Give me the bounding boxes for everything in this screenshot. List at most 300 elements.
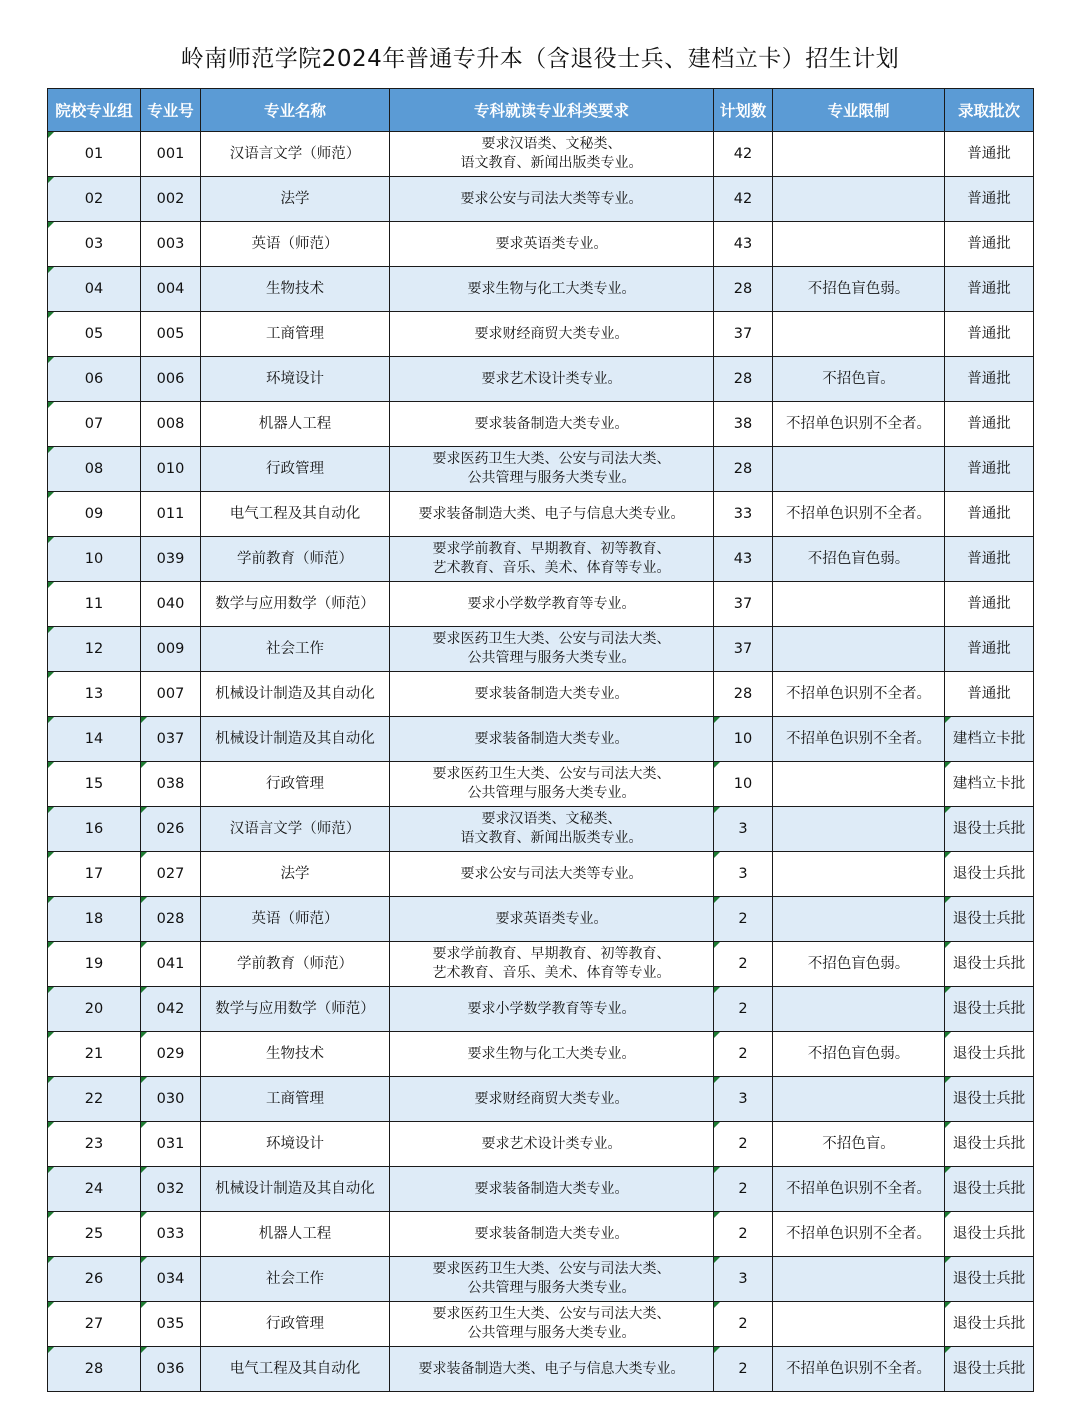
cell-plan: 43 bbox=[714, 222, 773, 267]
cell-code: 034 bbox=[141, 1257, 201, 1302]
cell-marker-icon bbox=[141, 987, 147, 993]
requirement-line: 要求生物与化工大类专业。 bbox=[467, 280, 636, 297]
cell-code: 031 bbox=[141, 1122, 201, 1167]
cell-name: 社会工作 bbox=[201, 627, 390, 672]
cell-plan: 3 bbox=[714, 852, 773, 897]
cell-marker-icon bbox=[714, 1212, 720, 1218]
cell-name: 社会工作 bbox=[201, 1257, 390, 1302]
cell-limit bbox=[773, 1257, 945, 1302]
table-row bbox=[48, 312, 1034, 357]
cell-requirement bbox=[390, 717, 714, 762]
cell-marker-icon bbox=[48, 807, 54, 813]
table-row bbox=[48, 1077, 1034, 1122]
cell-plan: 2 bbox=[714, 1032, 773, 1077]
table-row bbox=[48, 762, 1034, 807]
cell-plan: 3 bbox=[714, 1077, 773, 1122]
cell-code: 005 bbox=[141, 312, 201, 357]
cell-requirement bbox=[390, 492, 714, 537]
table-row bbox=[48, 402, 1034, 447]
cell-marker-icon bbox=[48, 537, 54, 543]
table-row bbox=[48, 132, 1034, 177]
cell-marker-icon bbox=[48, 1077, 54, 1083]
requirement-line: 公共管理与服务大类专业。 bbox=[467, 470, 636, 486]
cell-name: 电气工程及其自动化 bbox=[201, 1347, 390, 1392]
cell-batch: 普通批 bbox=[945, 672, 1034, 717]
cell-limit bbox=[773, 852, 945, 897]
cell-limit: 不招单色识别不全者。 bbox=[773, 717, 945, 762]
table-row bbox=[48, 1032, 1034, 1077]
cell-plan: 2 bbox=[714, 1122, 773, 1167]
cell-marker-icon bbox=[945, 717, 951, 723]
cell-requirement bbox=[390, 1032, 714, 1077]
cell-marker-icon bbox=[945, 852, 951, 858]
table-row bbox=[48, 807, 1034, 852]
requirement-line: 要求学前教育、早期教育、初等教育、 bbox=[432, 946, 671, 962]
cell-marker-icon bbox=[945, 1032, 951, 1038]
cell-limit bbox=[773, 762, 945, 807]
cell-marker-icon bbox=[48, 1032, 54, 1038]
requirement-line: 要求汉语类、文秘类、 bbox=[481, 136, 622, 152]
cell-group: 05 bbox=[48, 312, 141, 357]
cell-marker-icon bbox=[945, 762, 951, 768]
cell-marker-icon bbox=[48, 1302, 54, 1308]
cell-code: 002 bbox=[141, 177, 201, 222]
cell-code: 040 bbox=[141, 582, 201, 627]
cell-group: 04 bbox=[48, 267, 141, 312]
cell-code: 036 bbox=[141, 1347, 201, 1392]
cell-marker-icon bbox=[48, 222, 54, 228]
cell-limit bbox=[773, 897, 945, 942]
cell-marker-icon bbox=[945, 1302, 951, 1308]
cell-batch: 普通批 bbox=[945, 492, 1034, 537]
cell-marker-icon bbox=[945, 1347, 951, 1353]
cell-group: 21 bbox=[48, 1032, 141, 1077]
cell-batch: 建档立卡批 bbox=[945, 762, 1034, 807]
cell-name: 工商管理 bbox=[201, 312, 390, 357]
cell-marker-icon bbox=[714, 987, 720, 993]
header-requirement: 专科就读专业科类要求 bbox=[390, 89, 714, 132]
cell-group: 06 bbox=[48, 357, 141, 402]
cell-limit: 不招单色识别不全者。 bbox=[773, 1212, 945, 1257]
cell-limit: 不招单色识别不全者。 bbox=[773, 672, 945, 717]
cell-batch: 普通批 bbox=[945, 267, 1034, 312]
requirement-line: 要求小学数学教育等专业。 bbox=[467, 595, 636, 612]
cell-requirement bbox=[390, 1302, 714, 1347]
requirement-line: 要求装备制造大类、电子与信息大类专业。 bbox=[418, 1360, 685, 1377]
requirement-line: 要求财经商贸大类专业。 bbox=[474, 1090, 629, 1107]
cell-group: 23 bbox=[48, 1122, 141, 1167]
cell-requirement bbox=[390, 852, 714, 897]
cell-limit: 不招单色识别不全者。 bbox=[773, 1167, 945, 1212]
cell-batch: 退役士兵批 bbox=[945, 1122, 1034, 1167]
cell-group: 08 bbox=[48, 447, 141, 492]
cell-marker-icon bbox=[945, 1122, 951, 1128]
table-row bbox=[48, 267, 1034, 312]
cell-marker-icon bbox=[48, 1167, 54, 1173]
cell-limit bbox=[773, 447, 945, 492]
cell-batch: 普通批 bbox=[945, 582, 1034, 627]
cell-marker-icon bbox=[48, 987, 54, 993]
admission-plan-table bbox=[47, 88, 1034, 1392]
cell-code: 037 bbox=[141, 717, 201, 762]
cell-batch: 建档立卡批 bbox=[945, 717, 1034, 762]
cell-batch: 退役士兵批 bbox=[945, 807, 1034, 852]
cell-limit: 不招单色识别不全者。 bbox=[773, 492, 945, 537]
requirement-line: 要求英语类专业。 bbox=[495, 235, 608, 252]
requirement-line: 要求医药卫生大类、公安与司法大类、 bbox=[432, 451, 671, 467]
cell-group: 10 bbox=[48, 537, 141, 582]
cell-marker-icon bbox=[141, 1257, 147, 1263]
requirement-line: 要求小学数学教育等专业。 bbox=[467, 1000, 636, 1017]
cell-marker-icon bbox=[714, 1077, 720, 1083]
cell-limit bbox=[773, 582, 945, 627]
cell-requirement bbox=[390, 222, 714, 267]
cell-marker-icon bbox=[714, 762, 720, 768]
cell-marker-icon bbox=[48, 897, 54, 903]
table-row bbox=[48, 717, 1034, 762]
cell-requirement bbox=[390, 177, 714, 222]
cell-name: 机械设计制造及其自动化 bbox=[201, 1167, 390, 1212]
requirement-line: 要求装备制造大类专业。 bbox=[474, 1225, 629, 1242]
cell-name: 机器人工程 bbox=[201, 402, 390, 447]
cell-limit bbox=[773, 987, 945, 1032]
cell-code: 039 bbox=[141, 537, 201, 582]
cell-marker-icon bbox=[48, 717, 54, 723]
cell-limit: 不招色盲。 bbox=[773, 357, 945, 402]
cell-batch: 普通批 bbox=[945, 222, 1034, 267]
requirement-line: 要求医药卫生大类、公安与司法大类、 bbox=[432, 631, 671, 647]
cell-group: 28 bbox=[48, 1347, 141, 1392]
cell-marker-icon bbox=[945, 1167, 951, 1173]
cell-plan: 10 bbox=[714, 762, 773, 807]
cell-marker-icon bbox=[48, 132, 54, 138]
cell-limit: 不招色盲色弱。 bbox=[773, 1032, 945, 1077]
cell-group: 20 bbox=[48, 987, 141, 1032]
cell-batch: 退役士兵批 bbox=[945, 897, 1034, 942]
cell-group: 12 bbox=[48, 627, 141, 672]
cell-name: 工商管理 bbox=[201, 1077, 390, 1122]
cell-group: 22 bbox=[48, 1077, 141, 1122]
cell-name: 汉语言文学（师范） bbox=[201, 807, 390, 852]
cell-group: 03 bbox=[48, 222, 141, 267]
cell-code: 001 bbox=[141, 132, 201, 177]
cell-code: 027 bbox=[141, 852, 201, 897]
cell-plan: 42 bbox=[714, 177, 773, 222]
cell-code: 026 bbox=[141, 807, 201, 852]
cell-marker-icon bbox=[945, 1077, 951, 1083]
cell-plan: 2 bbox=[714, 942, 773, 987]
cell-code: 008 bbox=[141, 402, 201, 447]
cell-marker-icon bbox=[141, 1212, 147, 1218]
cell-requirement bbox=[390, 312, 714, 357]
cell-plan: 28 bbox=[714, 447, 773, 492]
requirement-line: 要求医药卫生大类、公安与司法大类、 bbox=[432, 766, 671, 782]
cell-code: 011 bbox=[141, 492, 201, 537]
cell-marker-icon bbox=[141, 1167, 147, 1173]
cell-plan: 2 bbox=[714, 987, 773, 1032]
cell-plan: 28 bbox=[714, 267, 773, 312]
cell-marker-icon bbox=[48, 402, 54, 408]
cell-marker-icon bbox=[714, 1347, 720, 1353]
header-limit: 专业限制 bbox=[773, 89, 945, 132]
table-row bbox=[48, 1302, 1034, 1347]
cell-batch: 退役士兵批 bbox=[945, 987, 1034, 1032]
cell-requirement bbox=[390, 1347, 714, 1392]
cell-plan: 43 bbox=[714, 537, 773, 582]
cell-code: 028 bbox=[141, 897, 201, 942]
header-group: 院校专业组 bbox=[48, 89, 141, 132]
requirement-line: 艺术教育、音乐、美术、体育等专业。 bbox=[432, 560, 671, 576]
cell-name: 电气工程及其自动化 bbox=[201, 492, 390, 537]
table-row bbox=[48, 1122, 1034, 1167]
cell-plan: 38 bbox=[714, 402, 773, 447]
cell-plan: 2 bbox=[714, 1347, 773, 1392]
cell-code: 003 bbox=[141, 222, 201, 267]
cell-batch: 普通批 bbox=[945, 402, 1034, 447]
cell-batch: 普通批 bbox=[945, 177, 1034, 222]
cell-limit: 不招色盲色弱。 bbox=[773, 267, 945, 312]
cell-name: 生物技术 bbox=[201, 267, 390, 312]
requirement-line: 要求医药卫生大类、公安与司法大类、 bbox=[432, 1306, 671, 1322]
cell-marker-icon bbox=[945, 987, 951, 993]
cell-name: 行政管理 bbox=[201, 447, 390, 492]
cell-marker-icon bbox=[714, 942, 720, 948]
cell-plan: 3 bbox=[714, 1257, 773, 1302]
header-plan: 计划数 bbox=[714, 89, 773, 132]
cell-batch: 退役士兵批 bbox=[945, 1032, 1034, 1077]
cell-requirement bbox=[390, 402, 714, 447]
cell-marker-icon bbox=[714, 1167, 720, 1173]
cell-plan: 10 bbox=[714, 717, 773, 762]
table-row bbox=[48, 492, 1034, 537]
cell-limit bbox=[773, 222, 945, 267]
cell-group: 17 bbox=[48, 852, 141, 897]
cell-limit bbox=[773, 132, 945, 177]
cell-marker-icon bbox=[141, 717, 147, 723]
cell-marker-icon bbox=[141, 762, 147, 768]
requirement-line: 公共管理与服务大类专业。 bbox=[467, 785, 636, 801]
cell-limit: 不招色盲。 bbox=[773, 1122, 945, 1167]
table-row bbox=[48, 672, 1034, 717]
cell-requirement bbox=[390, 1077, 714, 1122]
cell-group: 09 bbox=[48, 492, 141, 537]
cell-code: 009 bbox=[141, 627, 201, 672]
cell-requirement bbox=[390, 627, 714, 672]
table-row bbox=[48, 537, 1034, 582]
cell-marker-icon bbox=[945, 1257, 951, 1263]
cell-marker-icon bbox=[48, 762, 54, 768]
cell-code: 041 bbox=[141, 942, 201, 987]
cell-group: 02 bbox=[48, 177, 141, 222]
cell-batch: 退役士兵批 bbox=[945, 1167, 1034, 1212]
cell-code: 042 bbox=[141, 987, 201, 1032]
cell-code: 035 bbox=[141, 1302, 201, 1347]
requirement-line: 要求装备制造大类专业。 bbox=[474, 685, 629, 702]
cell-name: 法学 bbox=[201, 852, 390, 897]
cell-name: 生物技术 bbox=[201, 1032, 390, 1077]
cell-plan: 2 bbox=[714, 1167, 773, 1212]
cell-name: 机械设计制造及其自动化 bbox=[201, 717, 390, 762]
cell-name: 环境设计 bbox=[201, 1122, 390, 1167]
table-row bbox=[48, 1347, 1034, 1392]
cell-marker-icon bbox=[48, 177, 54, 183]
cell-marker-icon bbox=[48, 447, 54, 453]
cell-batch: 退役士兵批 bbox=[945, 942, 1034, 987]
cell-limit: 不招单色识别不全者。 bbox=[773, 402, 945, 447]
table-row bbox=[48, 942, 1034, 987]
table-row bbox=[48, 852, 1034, 897]
requirement-line: 艺术教育、音乐、美术、体育等专业。 bbox=[432, 965, 671, 981]
cell-batch: 退役士兵批 bbox=[945, 852, 1034, 897]
cell-requirement bbox=[390, 1122, 714, 1167]
cell-marker-icon bbox=[714, 1032, 720, 1038]
cell-marker-icon bbox=[48, 942, 54, 948]
table-header-row bbox=[48, 89, 1034, 132]
cell-requirement bbox=[390, 807, 714, 852]
cell-code: 006 bbox=[141, 357, 201, 402]
cell-marker-icon bbox=[714, 717, 720, 723]
cell-requirement bbox=[390, 987, 714, 1032]
cell-marker-icon bbox=[141, 942, 147, 948]
cell-limit: 不招单色识别不全者。 bbox=[773, 1347, 945, 1392]
cell-marker-icon bbox=[141, 1077, 147, 1083]
cell-marker-icon bbox=[48, 1122, 54, 1128]
cell-marker-icon bbox=[48, 1347, 54, 1353]
cell-group: 15 bbox=[48, 762, 141, 807]
cell-requirement bbox=[390, 672, 714, 717]
cell-batch: 普通批 bbox=[945, 312, 1034, 357]
cell-name: 机器人工程 bbox=[201, 1212, 390, 1257]
table-body bbox=[48, 132, 1034, 1392]
cell-name: 学前教育（师范） bbox=[201, 942, 390, 987]
table-row bbox=[48, 1257, 1034, 1302]
cell-group: 01 bbox=[48, 132, 141, 177]
requirement-line: 要求医药卫生大类、公安与司法大类、 bbox=[432, 1261, 671, 1277]
cell-marker-icon bbox=[141, 1302, 147, 1308]
cell-requirement bbox=[390, 447, 714, 492]
table-row bbox=[48, 897, 1034, 942]
cell-group: 14 bbox=[48, 717, 141, 762]
cell-plan: 2 bbox=[714, 1212, 773, 1257]
cell-group: 19 bbox=[48, 942, 141, 987]
cell-marker-icon bbox=[48, 627, 54, 633]
cell-marker-icon bbox=[141, 852, 147, 858]
table-row bbox=[48, 987, 1034, 1032]
requirement-line: 要求公安与司法大类等专业。 bbox=[460, 865, 643, 882]
header-code: 专业号 bbox=[141, 89, 201, 132]
header-name: 专业名称 bbox=[201, 89, 390, 132]
requirement-line: 语文教育、新闻出版类专业。 bbox=[460, 830, 643, 846]
cell-marker-icon bbox=[48, 582, 54, 588]
page-title: 岭南师范学院2024年普通专升本（含退役士兵、建档立卡）招生计划 bbox=[180, 46, 900, 72]
cell-limit bbox=[773, 177, 945, 222]
table-row bbox=[48, 357, 1034, 402]
cell-marker-icon bbox=[48, 267, 54, 273]
cell-limit bbox=[773, 807, 945, 852]
cell-code: 030 bbox=[141, 1077, 201, 1122]
cell-marker-icon bbox=[945, 942, 951, 948]
cell-batch: 普通批 bbox=[945, 357, 1034, 402]
cell-marker-icon bbox=[714, 897, 720, 903]
cell-name: 机械设计制造及其自动化 bbox=[201, 672, 390, 717]
cell-group: 24 bbox=[48, 1167, 141, 1212]
cell-marker-icon bbox=[141, 1122, 147, 1128]
cell-requirement bbox=[390, 942, 714, 987]
cell-marker-icon bbox=[141, 1347, 147, 1353]
requirement-line: 要求装备制造大类专业。 bbox=[474, 415, 629, 432]
requirement-line: 公共管理与服务大类专业。 bbox=[467, 1280, 636, 1296]
cell-plan: 28 bbox=[714, 672, 773, 717]
cell-marker-icon bbox=[48, 492, 54, 498]
cell-name: 行政管理 bbox=[201, 1302, 390, 1347]
cell-marker-icon bbox=[48, 672, 54, 678]
cell-limit bbox=[773, 312, 945, 357]
cell-code: 033 bbox=[141, 1212, 201, 1257]
cell-plan: 2 bbox=[714, 897, 773, 942]
cell-plan: 42 bbox=[714, 132, 773, 177]
cell-name: 数学与应用数学（师范） bbox=[201, 987, 390, 1032]
requirement-line: 语文教育、新闻出版类专业。 bbox=[460, 155, 643, 171]
cell-marker-icon bbox=[48, 852, 54, 858]
cell-marker-icon bbox=[714, 1122, 720, 1128]
cell-batch: 普通批 bbox=[945, 627, 1034, 672]
cell-marker-icon bbox=[714, 807, 720, 813]
cell-group: 16 bbox=[48, 807, 141, 852]
cell-requirement bbox=[390, 897, 714, 942]
cell-plan: 3 bbox=[714, 807, 773, 852]
cell-group: 25 bbox=[48, 1212, 141, 1257]
requirement-line: 要求公安与司法大类等专业。 bbox=[460, 190, 643, 207]
cell-batch: 普通批 bbox=[945, 537, 1034, 582]
cell-group: 18 bbox=[48, 897, 141, 942]
table-row bbox=[48, 177, 1034, 222]
cell-batch: 退役士兵批 bbox=[945, 1077, 1034, 1122]
requirement-line: 公共管理与服务大类专业。 bbox=[467, 650, 636, 666]
table-row bbox=[48, 1212, 1034, 1257]
cell-batch: 普通批 bbox=[945, 132, 1034, 177]
header-batch: 录取批次 bbox=[945, 89, 1034, 132]
cell-group: 27 bbox=[48, 1302, 141, 1347]
cell-name: 汉语言文学（师范） bbox=[201, 132, 390, 177]
cell-requirement bbox=[390, 1167, 714, 1212]
requirement-line: 要求艺术设计类专业。 bbox=[481, 1135, 622, 1152]
cell-marker-icon bbox=[141, 897, 147, 903]
cell-marker-icon bbox=[714, 1302, 720, 1308]
cell-marker-icon bbox=[945, 807, 951, 813]
cell-code: 004 bbox=[141, 267, 201, 312]
cell-plan: 37 bbox=[714, 627, 773, 672]
cell-marker-icon bbox=[945, 897, 951, 903]
cell-marker-icon bbox=[714, 852, 720, 858]
cell-limit bbox=[773, 627, 945, 672]
cell-batch: 退役士兵批 bbox=[945, 1212, 1034, 1257]
cell-requirement bbox=[390, 537, 714, 582]
cell-requirement bbox=[390, 267, 714, 312]
cell-group: 26 bbox=[48, 1257, 141, 1302]
cell-name: 英语（师范） bbox=[201, 897, 390, 942]
cell-plan: 2 bbox=[714, 1302, 773, 1347]
requirement-line: 要求装备制造大类专业。 bbox=[474, 1180, 629, 1197]
cell-marker-icon bbox=[945, 1212, 951, 1218]
requirement-line: 要求汉语类、文秘类、 bbox=[481, 811, 622, 827]
cell-code: 032 bbox=[141, 1167, 201, 1212]
requirement-line: 要求装备制造大类、电子与信息大类专业。 bbox=[418, 505, 685, 522]
requirement-line: 要求学前教育、早期教育、初等教育、 bbox=[432, 541, 671, 557]
cell-marker-icon bbox=[48, 1212, 54, 1218]
table-row bbox=[48, 627, 1034, 672]
cell-requirement bbox=[390, 1257, 714, 1302]
requirement-line: 公共管理与服务大类专业。 bbox=[467, 1325, 636, 1341]
